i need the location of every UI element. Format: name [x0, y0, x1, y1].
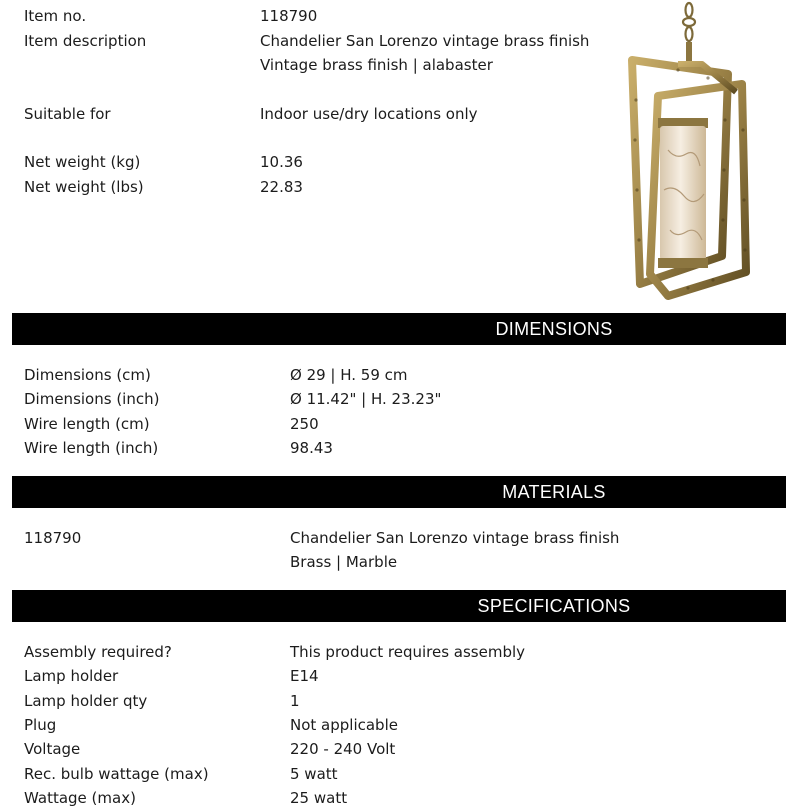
- materials-line2: Brass | Marble: [290, 553, 398, 571]
- description-line1: Chandelier San Lorenzo vintage brass finish: [260, 32, 590, 50]
- spec-value: E14: [290, 667, 319, 685]
- dimension-label: Dimensions (inch): [24, 390, 160, 408]
- dimension-value: 98.43: [290, 439, 333, 457]
- materials-item-no: 118790: [24, 529, 82, 547]
- dimension-label: Dimensions (cm): [24, 366, 151, 384]
- materials-header-title: MATERIALS: [502, 482, 606, 502]
- dimensions-header-title: DIMENSIONS: [495, 319, 613, 339]
- spec-value: 5 watt: [290, 765, 338, 783]
- spec-label: Assembly required?: [24, 643, 172, 661]
- net-lbs-value: 22.83: [260, 178, 303, 196]
- net-kg-value: 10.36: [260, 153, 303, 171]
- suitable-value: Indoor use/dry locations only: [260, 105, 478, 123]
- dimension-label: Wire length (cm): [24, 415, 150, 433]
- spec-value: 220 - 240 Volt: [290, 740, 396, 758]
- spec-label: Plug: [24, 716, 57, 734]
- dimension-value: Ø 11.42" | H. 23.23": [290, 390, 442, 408]
- product-image: [618, 0, 754, 302]
- dimensions-header: [12, 313, 786, 345]
- description-label: Item description: [24, 32, 147, 50]
- dimension-value: 250: [290, 415, 319, 433]
- spec-label: Wattage (max): [24, 789, 136, 807]
- spec-label: Voltage: [24, 740, 81, 758]
- spec-label: Lamp holder: [24, 667, 119, 685]
- spec-value: Not applicable: [290, 716, 398, 734]
- dimension-value: Ø 29 | H. 59 cm: [290, 366, 408, 384]
- specifications-header: [12, 590, 786, 622]
- item-no-label: Item no.: [24, 7, 87, 25]
- net-lbs-label: Net weight (lbs): [24, 178, 144, 196]
- alabaster-shade: [658, 118, 708, 268]
- item-no-value: 118790: [260, 7, 318, 25]
- dimension-label: Wire length (inch): [24, 439, 159, 457]
- suitable-label: Suitable for: [24, 105, 111, 123]
- spec-value: 25 watt: [290, 789, 348, 807]
- specifications-header-title: SPECIFICATIONS: [477, 596, 631, 616]
- spec-label: Lamp holder qty: [24, 692, 148, 710]
- materials-line1: Chandelier San Lorenzo vintage brass finish: [290, 529, 620, 547]
- spec-label: Rec. bulb wattage (max): [24, 765, 209, 783]
- spec-value: 1: [290, 692, 300, 710]
- description-line2: Vintage brass finish | alabaster: [260, 56, 493, 74]
- net-kg-label: Net weight (kg): [24, 153, 141, 171]
- materials-header: [12, 476, 786, 508]
- spec-value: This product requires assembly: [290, 643, 526, 661]
